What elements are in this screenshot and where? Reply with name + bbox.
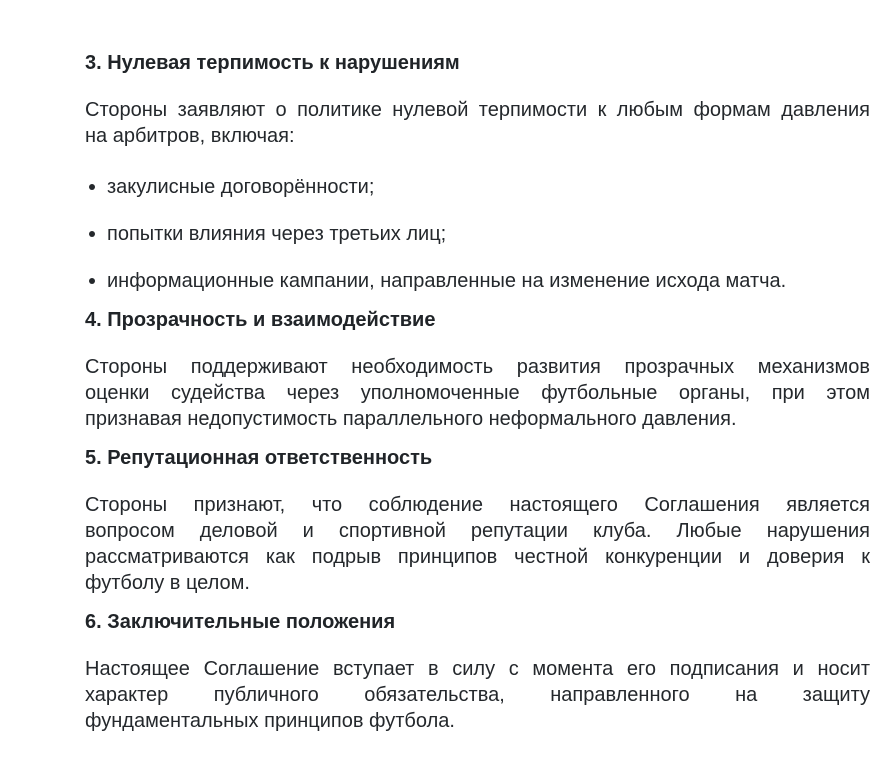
paragraph-line: характер публичного обязательства, направленного на защиту — [85, 684, 870, 706]
paragraph-line: Стороны поддерживают необходимость развития прозрачных механизмов — [85, 356, 870, 378]
paragraph-line: Стороны признают, что соблюдение настоящего Соглашения является — [85, 494, 870, 516]
bullet-icon — [89, 231, 95, 237]
paragraph-5 — [85, 492, 870, 596]
section-heading-5: 5. Репутационная ответственность — [85, 447, 433, 469]
list-item — [85, 221, 870, 247]
paragraph-line: футболу в целом. — [85, 572, 250, 594]
list-item-text: попытки влияния через третьих лиц; — [107, 223, 447, 245]
section-heading-6: 6. Заключительные положения — [85, 611, 396, 633]
paragraph-line: вопросом деловой и спортивной репутации клуба. Любые нарушения — [85, 520, 870, 542]
paragraph-3 — [85, 97, 870, 149]
paragraph-line: на арбитров, включая: — [85, 125, 295, 147]
bullet-icon — [89, 184, 95, 190]
bullet-icon — [89, 278, 95, 284]
paragraph-4 — [85, 354, 870, 432]
list-item-text: информационные кампании, направленные на изменение исхода матча. — [107, 270, 787, 292]
section-heading-4: 4. Прозрачность и взаимодействие — [85, 309, 436, 331]
paragraph-line: Стороны заявляют о политике нулевой терпимости к любым формам давления — [85, 99, 870, 121]
paragraph-line: Настоящее Соглашение вступает в силу с момента его подписания и носит — [85, 658, 870, 680]
paragraph-line: фундаментальных принципов футбола. — [85, 710, 455, 732]
section-heading-3: 3. Нулевая терпимость к нарушениям — [85, 52, 460, 74]
paragraph-line: оценки судейства через уполномоченные футбольные органы, при этом — [85, 382, 870, 404]
list-item — [85, 174, 870, 200]
paragraph-line: рассматриваются как подрыв принципов честной конкуренции и доверия к — [85, 546, 870, 568]
bullet-list — [85, 174, 870, 294]
paragraph-line: признавая недопустимость параллельного неформального давления. — [85, 408, 737, 430]
list-item — [85, 268, 870, 294]
paragraph-6 — [85, 656, 870, 734]
list-item-text: закулисные договорённости; — [107, 176, 375, 198]
